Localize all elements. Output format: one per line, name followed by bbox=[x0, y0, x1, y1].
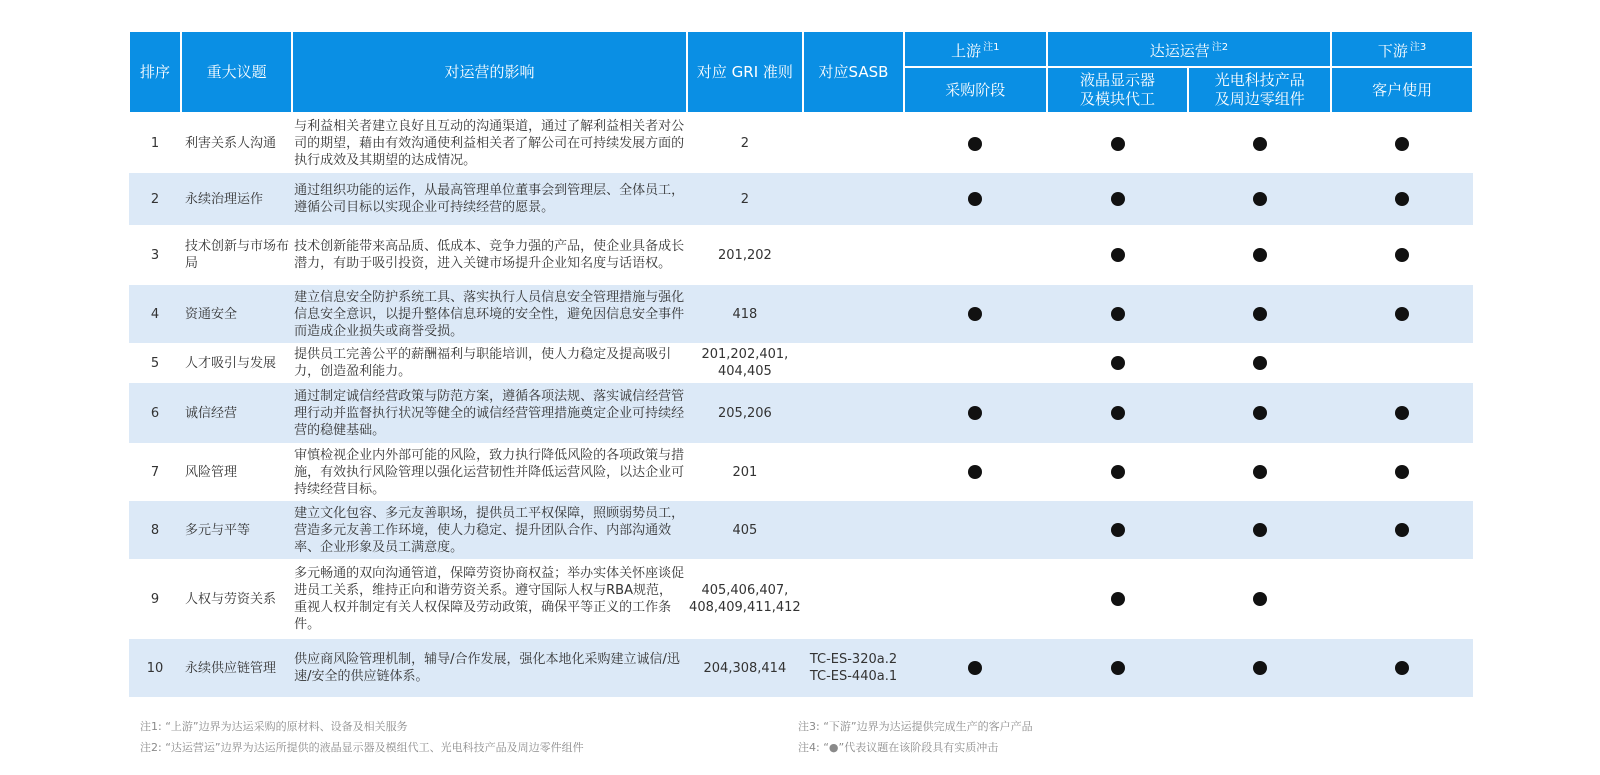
rank-cell: 3 bbox=[150, 247, 160, 263]
rank-cell: 7 bbox=[150, 464, 160, 480]
lcd-cell bbox=[1047, 383, 1189, 443]
topic-cell: 永续治理运作 bbox=[181, 173, 292, 225]
note-2: 注2: “达运营运”边界为达运所提供的液晶显示器及模组代工、光电科技产品及周边零件组件 bbox=[140, 741, 584, 754]
gri-cell: 201 bbox=[732, 464, 758, 480]
filled-circle-icon bbox=[1111, 137, 1125, 151]
impact-cell: 通过组织功能的运作，从最高管理单位董事会到管理层、全体员工，遵循公司目标以实现企业可持续经营的愿景。 bbox=[292, 173, 687, 225]
filled-circle-icon bbox=[1111, 465, 1125, 479]
impact-cell: 多元畅通的双向沟通管道，保障劳资协商权益；举办实体关怀座谈促进员工关系，维持正向和谐劳资关系。遵守国际人权与RBA规范，重视人权并制定有关人权保障及劳动政策，确保平等正义的工作条件。 bbox=[294, 566, 685, 632]
sasb-cell bbox=[803, 343, 904, 383]
table-row bbox=[129, 383, 1473, 443]
lcd-cell bbox=[1047, 225, 1189, 285]
header-operations-note: 注2 bbox=[1211, 41, 1229, 53]
gri-cell: 204,308,414 bbox=[687, 639, 803, 697]
filled-circle-icon bbox=[1253, 592, 1267, 606]
note-4: 注4: “●”代表议题在该阶段具有实质冲击 bbox=[798, 741, 999, 754]
opto-cell bbox=[1188, 285, 1331, 343]
gri-cell: 205,206 bbox=[687, 383, 803, 443]
opto-cell bbox=[1188, 443, 1331, 501]
filled-circle-icon bbox=[1253, 465, 1267, 479]
filled-circle-icon bbox=[1111, 356, 1125, 370]
filled-circle-icon bbox=[1253, 523, 1267, 537]
rank-cell: 8 bbox=[129, 501, 181, 559]
filled-circle-icon bbox=[1253, 137, 1267, 151]
opto-cell bbox=[1188, 559, 1331, 639]
customer-cell bbox=[1331, 225, 1473, 285]
rank-cell: 9 bbox=[150, 591, 160, 607]
impact-cell: 提供员工完善公平的薪酬福利与职能培训，使人力稳定及提高吸引力，创造盈利能力。 bbox=[294, 347, 672, 379]
table-row bbox=[129, 501, 1473, 559]
filled-circle-icon bbox=[1395, 523, 1409, 537]
gri-cell: 405 bbox=[687, 501, 803, 559]
filled-circle-icon bbox=[968, 661, 982, 675]
filled-circle-icon bbox=[1111, 406, 1125, 420]
customer-cell bbox=[1331, 639, 1473, 697]
impact-cell: 通过制定诚信经营政策与防范方案，遵循各项法规、落实诚信经营管理行动并监督执行状况等健全的诚信经营管理措施奠定企业可持续经营的稳健基础。 bbox=[292, 383, 687, 443]
opto-cell bbox=[1188, 225, 1331, 285]
table-row bbox=[129, 343, 1473, 383]
filled-circle-icon bbox=[968, 137, 982, 151]
filled-circle-icon bbox=[1111, 661, 1125, 675]
sasb-cell bbox=[803, 443, 904, 501]
rank-cell: 6 bbox=[129, 383, 181, 443]
filled-circle-icon bbox=[1395, 137, 1409, 151]
topic-cell: 资通安全 bbox=[181, 285, 292, 343]
note-1: 注1: “上游”边界为达运采购的原材料、设备及相关服务 bbox=[140, 720, 408, 733]
filled-circle-icon bbox=[1253, 192, 1267, 206]
opto-cell bbox=[1188, 383, 1331, 443]
purchase-cell bbox=[904, 285, 1047, 343]
note-3: 注3: “下游”边界为达运提供完成生产的客户产品 bbox=[798, 720, 1033, 733]
header-customer: 客户使用 bbox=[1331, 67, 1473, 113]
opto-cell bbox=[1188, 501, 1331, 559]
table-header bbox=[129, 31, 1473, 113]
notes-right bbox=[798, 716, 1033, 758]
topic-cell: 人才吸引与发展 bbox=[185, 355, 277, 371]
filled-circle-icon bbox=[1253, 406, 1267, 420]
topic-cell: 利害关系人沟通 bbox=[185, 136, 277, 151]
customer-cell bbox=[1331, 113, 1473, 173]
filled-circle-icon bbox=[968, 406, 982, 420]
header-gri: 对应 GRI 准则 bbox=[687, 31, 803, 113]
purchase-cell bbox=[904, 173, 1047, 225]
table-row bbox=[129, 285, 1473, 343]
table-row bbox=[129, 639, 1473, 697]
gri-cell: 418 bbox=[687, 285, 803, 343]
header-upstream-label: 上游 bbox=[951, 41, 982, 60]
purchase-cell bbox=[904, 343, 1047, 383]
opto-cell bbox=[1188, 343, 1331, 383]
lcd-cell bbox=[1047, 639, 1189, 697]
purchase-cell bbox=[904, 443, 1047, 501]
filled-circle-icon bbox=[1111, 307, 1125, 321]
header-impact: 对运营的影响 bbox=[292, 31, 687, 113]
opto-cell bbox=[1188, 173, 1331, 225]
topic-cell: 技术创新与市场布局 bbox=[185, 239, 290, 271]
purchase-cell bbox=[904, 501, 1047, 559]
filled-circle-icon bbox=[1395, 192, 1409, 206]
customer-cell bbox=[1331, 343, 1473, 383]
filled-circle-icon bbox=[1111, 192, 1125, 206]
purchase-cell bbox=[904, 113, 1047, 173]
impact-cell: 与利益相关者建立良好且互动的沟通渠道，通过了解利益相关者对公司的期望，藉由有效沟通使利益相关者了解公司在可持续发展方面的执行成效及其期望的达成情况。 bbox=[294, 119, 685, 168]
customer-cell bbox=[1331, 443, 1473, 501]
filled-circle-icon bbox=[1253, 248, 1267, 262]
table-row bbox=[129, 225, 1473, 285]
header-purchase: 采购阶段 bbox=[904, 67, 1047, 113]
sasb-cell bbox=[803, 285, 904, 343]
rank-cell: 10 bbox=[129, 639, 181, 697]
rank-cell: 4 bbox=[129, 285, 181, 343]
topic-cell: 诚信经营 bbox=[181, 383, 292, 443]
sasb-cell bbox=[803, 225, 904, 285]
gri-cell: 201,202,401, 404,405 bbox=[701, 347, 789, 379]
header-downstream-note: 注3 bbox=[1409, 41, 1427, 53]
filled-circle-icon bbox=[1395, 661, 1409, 675]
table-row bbox=[129, 443, 1473, 501]
header-downstream-label: 下游 bbox=[1377, 41, 1408, 60]
header-opto: 光电科技产品 及周边零组件 bbox=[1188, 67, 1331, 113]
impact-cell: 建立信息安全防护系统工具、落实执行人员信息安全管理措施与强化信息安全意识，以提升整体信息环境的安全性，避免因信息安全事件而造成企业损失或商誉受损。 bbox=[292, 285, 687, 343]
lcd-cell bbox=[1047, 113, 1189, 173]
header-sasb: 对应SASB bbox=[803, 31, 904, 113]
lcd-cell bbox=[1047, 343, 1189, 383]
topic-cell: 多元与平等 bbox=[181, 501, 292, 559]
notes-left bbox=[140, 716, 584, 758]
header-downstream bbox=[1331, 31, 1473, 67]
lcd-cell bbox=[1047, 501, 1189, 559]
customer-cell bbox=[1331, 501, 1473, 559]
header-upstream-note: 注1 bbox=[983, 41, 1000, 53]
topic-cell: 人权与劳资关系 bbox=[185, 591, 277, 607]
gri-cell: 2 bbox=[740, 136, 750, 151]
filled-circle-icon bbox=[1253, 661, 1267, 675]
impact-cell: 供应商风险管理机制，辅导/合作发展，强化本地化采购建立诚信/迅速/安全的供应链体系。 bbox=[292, 639, 687, 697]
lcd-cell bbox=[1047, 285, 1189, 343]
header-operations-label: 达运运营 bbox=[1149, 41, 1210, 60]
materiality-table bbox=[128, 30, 1474, 697]
impact-cell: 建立文化包容、多元友善职场，提供员工平权保障，照顾弱势员工，营造多元友善工作环境，使人力稳定、提升团队合作、内部沟通效率、企业形象及员工满意度。 bbox=[292, 501, 687, 559]
rank-cell: 2 bbox=[129, 173, 181, 225]
opto-cell bbox=[1188, 113, 1331, 173]
purchase-cell bbox=[904, 383, 1047, 443]
rank-cell: 5 bbox=[150, 355, 160, 371]
materiality-table-container bbox=[128, 30, 1474, 697]
header-rank: 排序 bbox=[129, 31, 181, 113]
gri-cell: 405,406,407, 408,409,411,412 bbox=[689, 583, 801, 615]
rank-cell: 1 bbox=[150, 136, 160, 151]
header-operations bbox=[1047, 31, 1332, 67]
filled-circle-icon bbox=[1253, 307, 1267, 321]
table-row bbox=[129, 173, 1473, 225]
header-lcd: 液晶显示器 及模块代工 bbox=[1047, 67, 1189, 113]
filled-circle-icon bbox=[968, 307, 982, 321]
impact-cell: 审慎检视企业内外部可能的风险，致力执行降低风险的各项政策与措施，有效执行风险管理以强化运营韧性并降低运营风险，以达企业可持续经营目标。 bbox=[294, 447, 685, 497]
sasb-cell bbox=[803, 559, 904, 639]
filled-circle-icon bbox=[1111, 523, 1125, 537]
filled-circle-icon bbox=[968, 192, 982, 206]
table-body bbox=[129, 113, 1473, 697]
table-row bbox=[129, 559, 1473, 639]
lcd-cell bbox=[1047, 443, 1189, 501]
filled-circle-icon bbox=[1395, 307, 1409, 321]
filled-circle-icon bbox=[1253, 356, 1267, 370]
filled-circle-icon bbox=[968, 465, 982, 479]
customer-cell bbox=[1331, 559, 1473, 639]
sasb-cell bbox=[803, 113, 904, 173]
purchase-cell bbox=[904, 559, 1047, 639]
filled-circle-icon bbox=[1395, 406, 1409, 420]
topic-cell: 风险管理 bbox=[185, 464, 238, 480]
customer-cell bbox=[1331, 173, 1473, 225]
lcd-cell bbox=[1047, 559, 1189, 639]
sasb-cell bbox=[803, 173, 904, 225]
sasb-cell bbox=[803, 501, 904, 559]
gri-cell: 2 bbox=[687, 173, 803, 225]
header-upstream bbox=[904, 31, 1047, 67]
customer-cell bbox=[1331, 383, 1473, 443]
customer-cell bbox=[1331, 285, 1473, 343]
sasb-cell bbox=[803, 383, 904, 443]
impact-cell: 技术创新能带来高品质、低成本、竞争力强的产品，使企业具备成长潜力，有助于吸引投资，进入关键市场提升企业知名度与话语权。 bbox=[294, 239, 685, 271]
filled-circle-icon bbox=[1111, 592, 1125, 606]
lcd-cell bbox=[1047, 173, 1189, 225]
purchase-cell bbox=[904, 639, 1047, 697]
filled-circle-icon bbox=[1395, 248, 1409, 262]
topic-cell: 永续供应链管理 bbox=[181, 639, 292, 697]
header-topic: 重大议题 bbox=[181, 31, 292, 113]
purchase-cell bbox=[904, 225, 1047, 285]
sasb-cell: TC-ES-320a.2 TC-ES-440a.1 bbox=[803, 639, 904, 697]
filled-circle-icon bbox=[1395, 465, 1409, 479]
filled-circle-icon bbox=[1111, 248, 1125, 262]
opto-cell bbox=[1188, 639, 1331, 697]
gri-cell: 201,202 bbox=[718, 247, 772, 263]
table-row bbox=[129, 113, 1473, 173]
